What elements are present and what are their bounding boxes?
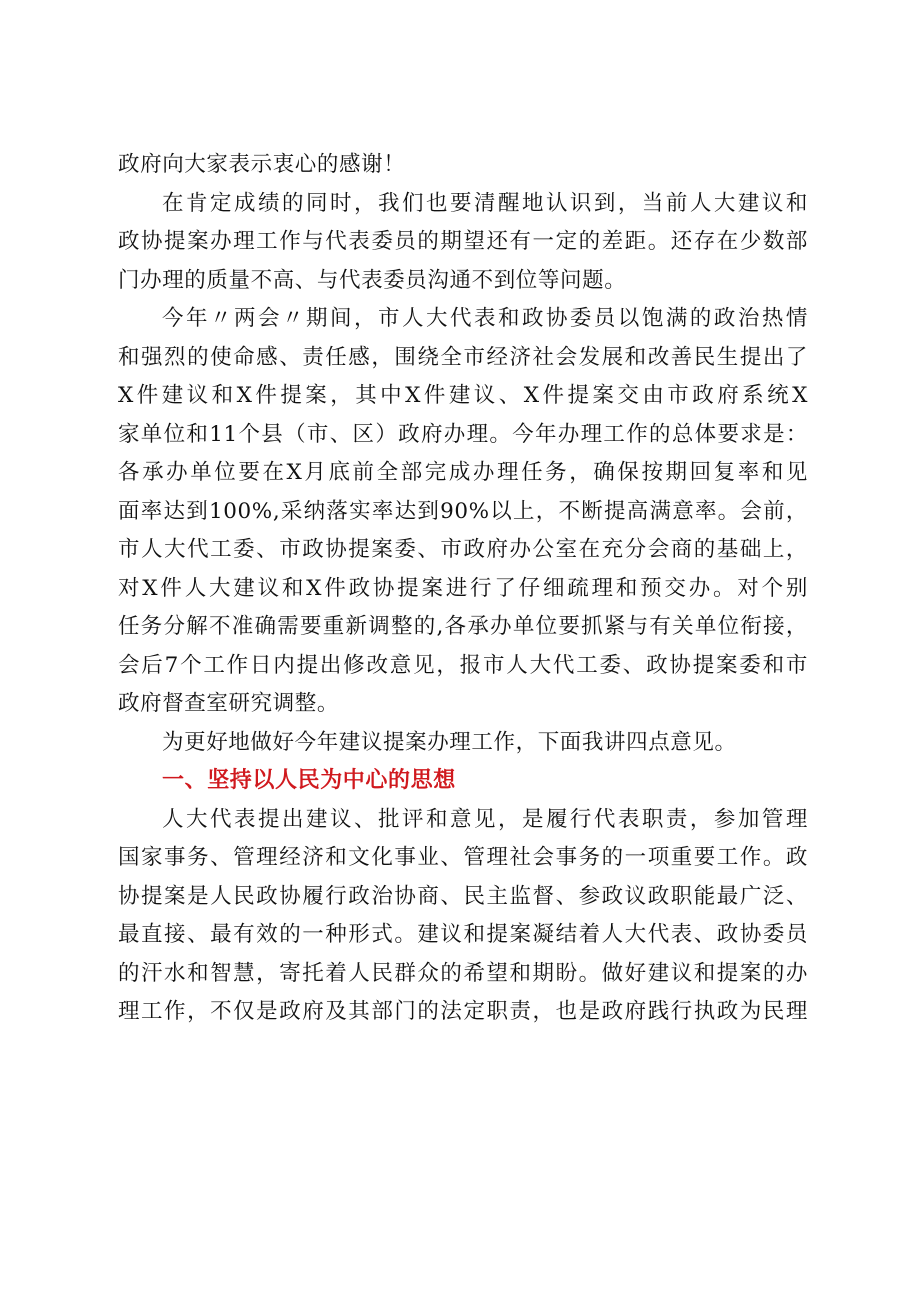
body-line: 和强烈的使命感、责任感，围绕全市经济社会发展和改善民生提出了 <box>118 344 808 370</box>
body-line: 人大代表提出建议、批评和意见，是履行代表职责，参加管理 <box>162 806 808 832</box>
body-line: 理工作，不仅是政府及其部门的法定职责，也是政府践行执政为民理 <box>118 999 808 1024</box>
body-line: 会后7个工作日内提出修改意见，报市人大代工委、政协提案委和市 <box>118 652 808 678</box>
body-line: 各承办单位要在X月底前全部完成办理任务，确保按期回复率和见 <box>118 460 808 485</box>
body-line: 任务分解不准确需要重新调整的,各承办单位要抓紧与有关单位衔接， <box>118 614 808 639</box>
body-line: 的汗水和智慧，寄托着人民群众的希望和期盼。做好建议和提案的办 <box>118 960 808 986</box>
body-line: 对X件人大建议和X件政协提案进行了仔细疏理和预交办。对个别 <box>118 575 808 601</box>
body-line: 门办理的质量不高、与代表委员沟通不到位等问题。 <box>118 267 627 293</box>
body-line: 为更好地做好今年建议提案办理工作，下面我讲四点意见。 <box>162 729 737 755</box>
body-line: 政府向大家表示衷心的感谢！ <box>118 152 406 177</box>
body-line: 家单位和11个县（市、区）政府办理。今年办理工作的总体要求是： <box>118 421 808 447</box>
body-line: 政府督查室研究调整。 <box>118 691 340 716</box>
body-line: X件建议和X件提案，其中X件建议、X件提案交由市政府系统X <box>118 383 808 408</box>
body-line: 协提案是人民政协履行政治协商、民主监督、参政议政职能最广泛、 <box>118 883 808 909</box>
body-line: 在肯定成绩的同时，我们也要清醒地认识到，当前人大建议和 <box>162 190 808 216</box>
body-line: 市人大代工委、市政协提案委、市政府办公室在充分会商的基础上， <box>118 537 808 562</box>
section-heading: 一、坚持以人民为中心的思想 <box>162 768 456 793</box>
body-line: 今年〃两会〃期间，市人大代表和政协委员以饱满的政治热情 <box>162 306 808 331</box>
body-line: 最直接、最有效的一种形式。建议和提案凝结着人大代表、政协委员 <box>118 922 808 947</box>
body-line: 面率达到100%,采纳落实率达到90%以上，不断提高满意率。会前， <box>118 498 808 524</box>
body-line: 国家事务、管理经济和文化事业、管理社会事务的一项重要工作。政 <box>118 845 808 870</box>
document-body <box>118 146 808 1032</box>
body-line: 政协提案办理工作与代表委员的期望还有一定的差距。还存在少数部 <box>118 229 808 254</box>
